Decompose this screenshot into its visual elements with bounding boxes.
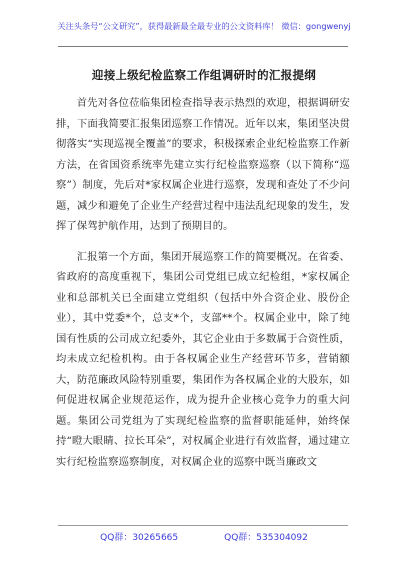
body-paragraph: 首先对各位莅临集团检查指导表示热烈的欢迎，根据调研安排，下面我简要汇报集团巡察工作情况。近年以来，集团坚决贯彻落实“实现巡视全覆盖”的要求，积极探索企业纪检监察工作新方法，在省国资系统率先建立实行纪检监察巡察（以下简称“巡察”）制度，先后对*家权属企业进行巡察，发现和查处了不少问题，减少和避免了企业生产经营过程中违法乱纪现象的发生，发挥了保驾护航作用，达到了预期目的。: [56, 97, 350, 232]
document-title: 迎接上级纪检监察工作组调研时的汇报提纲: [91, 68, 317, 82]
page-header: [0, 0, 408, 48]
header-promo-text: 关注头条号“公文研究”，获得最新最全最专业的公文资料库！ 微信：gongwenyj: [57, 21, 351, 31]
footer-qq-group-2: QQ群：535304092: [224, 533, 308, 543]
footer-qq-group-1: QQ群：30265665: [100, 533, 179, 543]
body-paragraph: 汇报第一个方面，集团开展巡察工作的简要概况。在省委、省政府的高度重视下，集团公司党组已成立纪检组，*家权属企业和总部机关已全面建立党组织（包括中外合资企业、股份企业），其中党委*个，总支*个，支部**个。权属企业中，除了纯国有性质的公司成立纪委外，其它企业由于多数属于合资性质，均未成立纪检机构。由于各权属企业生产经营环节多，营销额大，防范廉政风险特别重要，集团作为各权属企业的大股东，如何促进权属企业规范运作，成为提升企业核心竞争力的重大问题。集团公司党组为了实现纪检监察的监督职能延伸，始终保持“瞪大眼睛、拉长耳朵”，对权属企业进行有效监督，通过建立实行纪检监察巡察制度，对权属企业的巡察中既当廉政文: [56, 250, 350, 468]
page-footer: [0, 530, 408, 543]
header-divider: [58, 46, 348, 47]
footer-divider: [58, 525, 348, 526]
document-body: [56, 93, 350, 472]
